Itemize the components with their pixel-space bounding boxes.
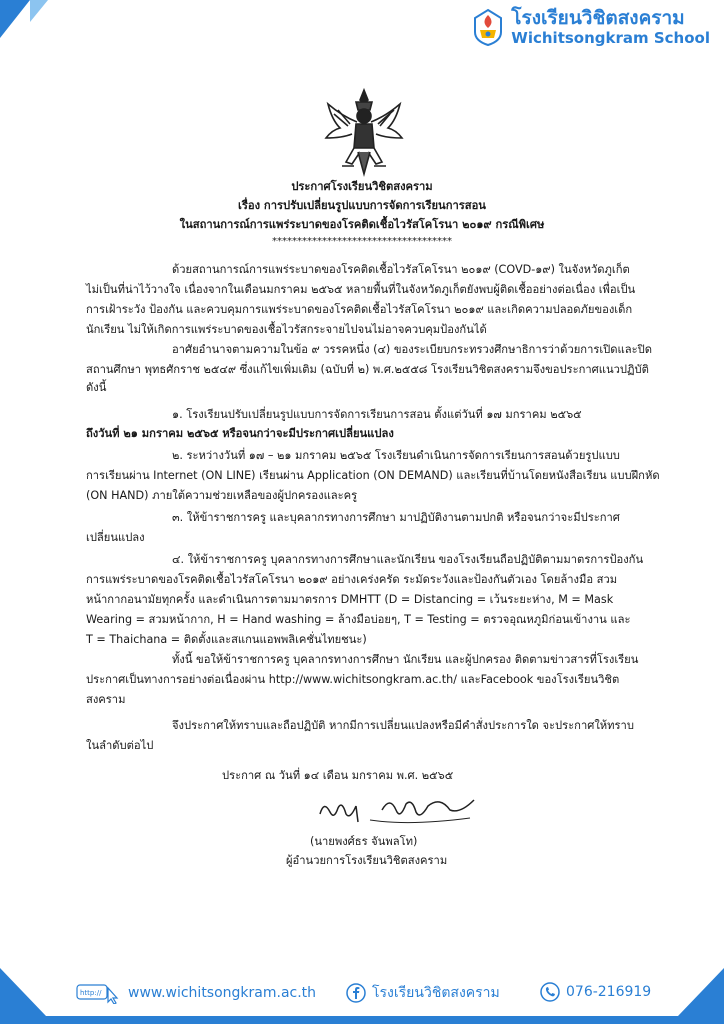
phone-icon bbox=[540, 982, 560, 1002]
footer-bar bbox=[0, 1016, 724, 1024]
announcement-title: ประกาศโรงเรียนวิชิตสงคราม bbox=[291, 180, 433, 193]
body-line: จึงประกาศให้ทราบและถือปฏิบัติ หากมีการเปลี่ยนแปลงหรือมีคำสั่งประการใด จะประกาศให้ทราบ bbox=[172, 719, 634, 732]
signer-name: (นายพงศ์ธร จันพลโท) bbox=[310, 835, 418, 848]
footer-decoration-left bbox=[0, 968, 46, 1016]
facebook-link[interactable]: โรงเรียนวิชิตสงคราม bbox=[372, 985, 500, 1001]
body-line: Wearing = สวมหน้ากาก, H = Hand washing = ล้างมือบ่อยๆ, T = Testing = ตรวจอุณหภูมิก่อนเข้างาน และ bbox=[86, 613, 631, 626]
body-line: เปลี่ยนแปลง bbox=[86, 531, 145, 544]
body-line: การเฝ้าระวัง ป้องกัน และควบคุมการแพร่ระบาดของโรคติดเชื้อไวรัสโคโรนา ๒๐๑๙ และเกิดความปลอดภัยของเด็ก bbox=[86, 303, 633, 316]
body-line: การเรียนผ่าน Internet (ON LINE) เรียนผ่าน Application (ON DEMAND) และเรียนที่บ้านโดยหนังสือเรียน แบบฝึกหัด bbox=[86, 469, 660, 482]
title-separator: ************************************ bbox=[272, 236, 452, 247]
footer-website[interactable] bbox=[76, 982, 316, 1004]
footer-phone[interactable] bbox=[540, 982, 651, 1002]
body-line: T = Thaichana = ติดตั้งและสแกนแอพพลิเคชั่นไทยชนะ) bbox=[86, 633, 367, 646]
web-icon-label: http:// bbox=[80, 989, 102, 997]
item-1-date-range: ถึงวันที่ ๒๑ มกราคม ๒๕๖๕ หรือจนกว่าจะมีประกาศเปลี่ยนแปลง bbox=[86, 427, 394, 440]
body-line: (ON HAND) ภายใต้ความช่วยเหลือของผู้ปกครองและครู bbox=[86, 489, 358, 502]
item-1-line: ๑. โรงเรียนปรับเปลี่ยนรูปแบบการจัดการเรียนการสอน ตั้งแต่วันที่ ๑๗ มกราคม ๒๕๖๕ bbox=[172, 408, 582, 421]
body-line: การแพร่ระบาดของโรคติดเชื้อไวรัสโคโรนา ๒๐๑๙ อย่างเคร่งครัด ระมัดระวังและป้องกันตัวเอง โดยล้างมือ สวม bbox=[86, 573, 618, 586]
body-line: หน้ากากอนามัยทุกครั้ง และดำเนินการตามมาตรการ DMHTT (D = Distancing = เว้นระยะห่าง, M = Mask bbox=[86, 593, 614, 606]
body-line: ประกาศเป็นทางการอย่างต่อเนื่องผ่าน http://www.wichitsongkram.ac.th/ และFacebook ของโรงเรียนวิชิต bbox=[86, 673, 620, 686]
item-4-line: ๔. ให้ข้าราชการครู บุคลากรทางการศึกษาและนักเรียน ของโรงเรียนถือปฏิบัติตามมาตรการป้องกัน bbox=[172, 553, 644, 566]
garuda-emblem-icon bbox=[322, 86, 406, 178]
facebook-icon bbox=[346, 983, 366, 1003]
footer-facebook[interactable] bbox=[346, 982, 500, 1004]
item-3-line: ๓. ให้ข้าราชการครู และบุคลากรทางการศึกษา มาปฏิบัติงานตามปกติ หรือจนกว่าจะมีประกาศ bbox=[172, 511, 620, 524]
header-corner-decoration-light bbox=[30, 0, 48, 22]
body-line: สงคราม bbox=[86, 693, 126, 706]
announcement-subject: เรื่อง การปรับเปลี่ยนรูปแบบการจัดการเรียนการสอน bbox=[238, 199, 486, 212]
website-link[interactable]: www.wichitsongkram.ac.th bbox=[128, 985, 317, 1001]
body-line: ด้วยสถานการณ์การแพร่ระบาดของโรคติดเชื้อไวรัสโคโรนา ๒๐๑๙ (COVD-๑๙) ในจังหวัดภูเก็ต bbox=[172, 263, 630, 276]
body-line: ดังนี้ bbox=[86, 381, 107, 394]
body-line: สถานศึกษา พุทธศักราช ๒๕๔๙ ซึ่งแก้ไขเพิ่มเติม (ฉบับที่ ๒) พ.ศ.๒๕๕๘ โรงเรียนวิชิตสงครามจึงขอประกาศแนวปฏิบัติ bbox=[86, 363, 649, 376]
school-name-thai: โรงเรียนวิชิตสงคราม bbox=[511, 6, 685, 29]
signer-title: ผู้อำนวยการโรงเรียนวิชิตสงคราม bbox=[286, 854, 448, 867]
school-name-english: Wichitsongkram School bbox=[511, 28, 710, 47]
school-emblem-icon bbox=[471, 8, 505, 46]
web-cursor-icon bbox=[76, 982, 122, 1004]
signature-icon bbox=[300, 790, 480, 830]
body-line: ในลำดับต่อไป bbox=[86, 739, 154, 752]
announcement-date: ประกาศ ณ วันที่ ๑๔ เดือน มกราคม พ.ศ. ๒๕๖๕ bbox=[222, 769, 454, 782]
footer bbox=[0, 968, 724, 1024]
body-line: อาศัยอำนาจตามความในข้อ ๙ วรรคหนึ่ง (๔) ของระเบียบกระทรวงศึกษาธิการว่าด้วยการเปิดและปิด bbox=[172, 343, 652, 356]
item-2-line: ๒. ระหว่างวันที่ ๑๗ – ๒๑ มกราคม ๒๕๖๕ โรงเรียนดำเนินการจัดการเรียนการสอนด้วยรูปแบบ bbox=[172, 449, 620, 462]
footer-decoration-right bbox=[678, 968, 724, 1016]
body-line: ทั้งนี้ ขอให้ข้าราชการครู บุคลากรทางการศึกษา นักเรียน และผู้ปกครอง ติดตามข่าวสารที่โรงเรียน bbox=[172, 653, 639, 666]
phone-number[interactable]: 076-216919 bbox=[566, 984, 652, 1000]
header-corner-decoration bbox=[0, 0, 30, 38]
school-logo bbox=[471, 8, 710, 46]
body-line: นักเรียน ไม่ให้เกิดการแพร่ระบาดของเชื้อไวรัสกระจายไปจนไม่อาจควบคุมป้องกันได้ bbox=[86, 323, 487, 336]
announcement-subject-line2: ในสถานการณ์การแพร่ระบาดของโรคติดเชื้อไวรัสโคโรนา ๒๐๑๙ กรณีพิเศษ bbox=[179, 218, 545, 231]
body-line: ไม่เป็นที่น่าไว้วางใจ เนื่องจากในเดือนมกราคม ๒๕๖๕ หลายพื้นที่ในจังหวัดภูเก็ตยังพบผู้ติดเชื้ออย่างต่อเนื่อง เพื่อเป็น bbox=[86, 283, 636, 296]
